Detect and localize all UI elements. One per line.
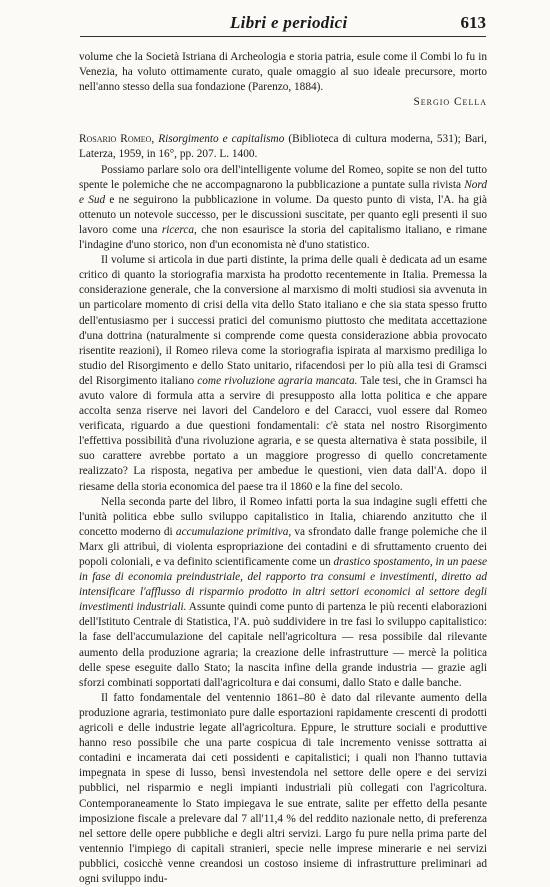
- paragraph-text: Nella seconda parte del libro, il Romeo infatti porta la sua indagine sugli effetti che l'unità politica ebbe sullo sviluppo capitalistico in Italia, chiarendo anzitutto che il concetto moderno di: [79, 495, 487, 538]
- review-paragraph-1: [79, 163, 487, 254]
- paragraph-text: Il volume si articola in due parti distinte, la prima delle quali è dedicata ad un esame critico di quanto la storiografia marxista ha prodotto recentemente in Italia. Premessa la considerazione generale, che la conversione al marxismo di molti studiosi sia avvenuta in un particolare momento di crisi della vita dello Stato italiano e che sia stata spesso frutto dell'entusiasmo per i successi pratici del comunismo piuttosto che meditata accettazione d'una dottrina (naturalmente si comprende come questa considerazione abbia provocato risentite reazioni), il Romeo rileva come la storiografia ispirata al marxismo prediliga lo studio del Risorgimento e dello Stato unitario, rifacendosi per lo più alla tesi di Gramsci del Risorgimento italiano: [79, 254, 487, 387]
- paragraph-text: Possiamo parlare solo ora dell'intelligente volume del Romeo, sopite se non del tutto spente le polemiche che ne accompagnarono la pubblicazione a puntate sulla rivista: [79, 163, 487, 191]
- paragraph-text: Assunte quindi come punto di partenza le più recenti elaborazioni dell'Istituto Centrale di Statistica, l'A. può suddividere in tre fasi lo sviluppo capitalistico: la fase dell'accumulazione del capitale nell'agricoltura — resa possibile dal rilevante aumento della produzione agraria; la creazione delle infrastrutture — mercè la politica delle spese eseguite dallo Stato; la nascita infine della grande industria — grazie agli sforzi combinati sopportati dall'agricoltura e dai consumi, dallo Stato e dalle banche.: [79, 601, 487, 689]
- page-number: 613: [460, 13, 486, 32]
- review-paragraph-2: [79, 253, 487, 495]
- italic-phrase: ricerca,: [161, 223, 197, 236]
- italic-phrase: come rivoluzione agraria mancata.: [197, 374, 358, 387]
- paragraph-text: che non esaurisce la storia del capitalismo italiano, e rimane l'indagine d'uno storico, non d'un economista nè d'uno statistico.: [79, 223, 487, 252]
- reviewer-signature: Sergio Cella: [413, 96, 487, 109]
- book-title: Risorgimento e capitalismo: [158, 133, 285, 146]
- book-details: (Biblioteca di cultura moderna, 531); Bari, Laterza, 1959, in 16°, pp. 207. L. 1400.: [79, 133, 487, 161]
- paragraph-text: Il fatto fondamentale del ventennio 1861–80 è dato dal rilevante aumento della produzione agraria, testimoniato pure dalle esportazioni rapidamente crescenti di prodotti agricoli e delle industrie legate all'agricoltura. Eppure, le strutture sociali e produttive hanno reso possibile che una parte cospicua di tale incremento venisse sottratta ai contadini e incamerata dai ceti possidenti e capitalistici; i quali non l'hanno tuttavia impegnata in spese di lusso, bensì investendola nel settore delle opere e dei servizi pubblici, nel risparmio e negli impianti industriali più collegati con l'agricoltura. Contemporaneamente lo Stato impiegava le sue entrate, salite per effetto della pesante imposizione fiscale a prelevare dal 7 all'11,4 % del reddito nazionale netto, di preferenza nel settore delle opere pubbliche e degli altri servizi. Largo fu pure nella prima parte del ventennio l'impiego di capitali stranieri, specie nelle imprese minerarie e nei servizi pubblici, cosicchè venne creandosi un costoso insieme di infrastrutture preliminari ad ogni sviluppo indu-: [79, 691, 487, 885]
- page-header: [80, 10, 486, 37]
- paragraph-text: va sfrondato dalle frange polemiche che il Marx gli attribuì, di violenta espropriazione dei contadini e di sfruttamento cruento dei popoli coloniali, e va definito scientificamente come un: [79, 525, 487, 568]
- book-author: Rosario Romeo: [79, 133, 152, 146]
- running-title: Libri e periodici: [230, 13, 348, 32]
- previous-review-ending: volume che la Società Istriana di Archeologia e storia patria, esule come il Combi lo fu in Venezia, ha voluto ottimamente curato, quale omaggio al suo ideale precursore, morto nell'anno stesso della sua fondazione (Parenzo, 1884).: [79, 51, 487, 94]
- section-gap: [79, 110, 487, 132]
- italic-phrase: accumulazione primitiva,: [175, 525, 292, 538]
- review-paragraph-3: [79, 495, 487, 691]
- italic-phrase: Nord e Sud: [79, 178, 487, 206]
- book-citation: Rosario Romeo, Risorgimento e capitalismo (Biblioteca di cultura moderna, 531); Bari, Laterza, 1959, in 16°, pp. 207. L. 1400.: [79, 133, 487, 161]
- italic-phrase: drastico spostamento, in un paese in fase di economia preindustriale, del rapporto tra consumi e investimenti, diretto ad intensificare l'afflusso di risparmio prodotto in altri settori economici al settore degli investimenti industriali.: [79, 556, 487, 614]
- paragraph-text: Tale tesi, che in Gramsci ha avuto valore di formula atta a servire di presupposto alla lotta politica e che appare accolta senza riserve nei lavori del Candeloro e del Caracci, vuol essere dal Romeo verificata, riguardo a due questioni fondamentali: c'è stata nel nostro Risorgimento l'effettiva possibilità d'una rivoluzione agraria, e se questa alternativa è stata possibile, il suo carattere avrebbe portato a un maggiore progresso di quello concretamente realizzato? La risposta, negativa per ambedue le questioni, vien data dall'A. dopo il riesame della storia economica del paese tra il 1860 e la fine del secolo.: [79, 374, 487, 493]
- paragraph-text: e ne seguirono la pubblicazione in volume. Da questo punto di vista, l'A. ha già ottenuto un notevole successo, per le discussioni suscitate, per quanto egli presenti il suo lavoro come una: [79, 193, 487, 236]
- review-paragraph-4: [79, 691, 487, 887]
- page-body: [79, 50, 487, 887]
